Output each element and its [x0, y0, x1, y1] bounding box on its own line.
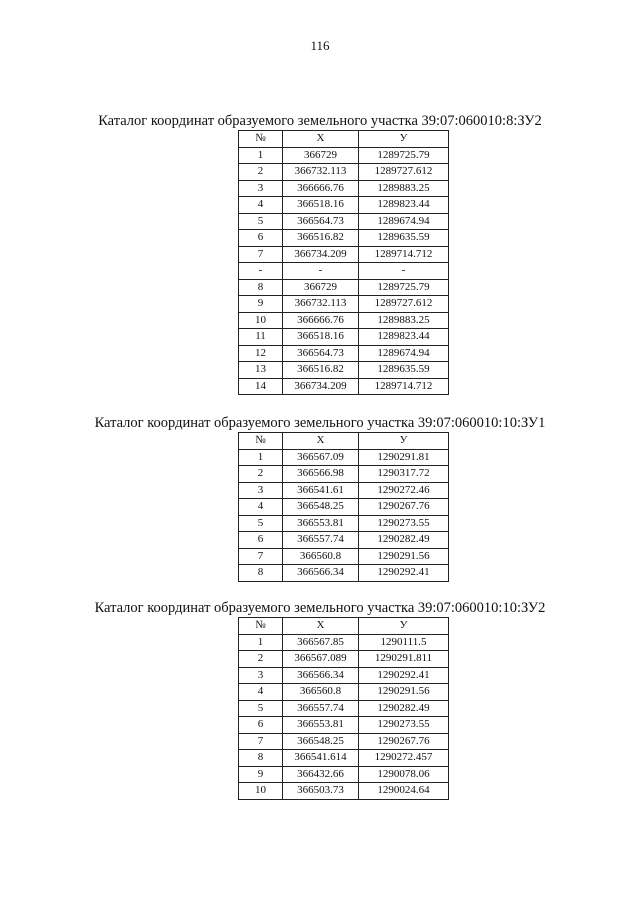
y-coordinate-cell: 1289727.612 [359, 296, 449, 313]
table-row [239, 378, 449, 395]
y-coordinate-cell: 1289883.25 [359, 180, 449, 197]
x-coordinate-cell: 366732.113 [283, 164, 359, 181]
table-row [239, 362, 449, 379]
point-number-cell: 1 [239, 449, 283, 466]
page-number: 116 [310, 38, 330, 53]
x-coordinate-cell: - [283, 263, 359, 280]
y-coordinate-cell: 1289725.79 [359, 147, 449, 164]
x-coordinate-cell: 366516.82 [283, 230, 359, 247]
point-number-cell: 8 [239, 279, 283, 296]
y-coordinate-cell: 1290267.76 [359, 733, 449, 750]
point-number-cell: 3 [239, 482, 283, 499]
y-coordinate-cell: 1289883.25 [359, 312, 449, 329]
point-number-cell: 1 [239, 634, 283, 651]
catalog-title: Каталог координат образуемого земельного участка 39:07:060010:10:ЗУ2 [94, 600, 546, 616]
x-coordinate-cell: 366567.85 [283, 634, 359, 651]
y-coordinate-cell: 1290317.72 [359, 466, 449, 483]
x-coordinate-cell: 366567.089 [283, 651, 359, 668]
coordinate-catalog [0, 600, 640, 800]
table-row [239, 345, 449, 362]
x-coordinate-cell: 366518.16 [283, 197, 359, 214]
table-row [239, 515, 449, 532]
x-coordinate-cell: 366553.81 [283, 717, 359, 734]
y-coordinate-cell: 1290291.811 [359, 651, 449, 668]
point-number-cell: 12 [239, 345, 283, 362]
x-coordinate-cell: 366566.98 [283, 466, 359, 483]
x-coordinate-cell: 366503.73 [283, 783, 359, 800]
y-coordinate-cell: 1290291.56 [359, 684, 449, 701]
table-row [239, 180, 449, 197]
table-row [239, 213, 449, 230]
point-number-cell: 1 [239, 147, 283, 164]
table-row [239, 634, 449, 651]
y-coordinate-cell: 1290292.41 [359, 565, 449, 582]
y-coordinate-cell: 1289823.44 [359, 197, 449, 214]
y-coordinate-cell: 1290282.49 [359, 532, 449, 549]
point-number-cell: 13 [239, 362, 283, 379]
y-coordinate-cell: 1289635.59 [359, 362, 449, 379]
table-row [239, 733, 449, 750]
table-header-row [239, 433, 449, 450]
y-coordinate-cell: 1289674.94 [359, 213, 449, 230]
y-coordinate-cell: 1290078.06 [359, 766, 449, 783]
y-coordinate-cell: 1290273.55 [359, 717, 449, 734]
point-number-cell: 8 [239, 750, 283, 767]
y-coordinate-cell: 1290272.457 [359, 750, 449, 767]
point-number-cell: 4 [239, 684, 283, 701]
column-header-x: X [283, 131, 359, 148]
table-row [239, 499, 449, 516]
table-row [239, 312, 449, 329]
y-coordinate-cell: 1289674.94 [359, 345, 449, 362]
x-coordinate-cell: 366553.81 [283, 515, 359, 532]
point-number-cell: 8 [239, 565, 283, 582]
catalog-title: Каталог координат образуемого земельного участка 39:07:060010:10:ЗУ1 [94, 415, 546, 431]
y-coordinate-cell: 1289714.712 [359, 246, 449, 263]
table-row [239, 329, 449, 346]
y-coordinate-cell: 1289714.712 [359, 378, 449, 395]
column-header-number: № [239, 433, 283, 450]
x-coordinate-cell: 366541.61 [283, 482, 359, 499]
coordinate-catalog [0, 415, 640, 582]
table-row [239, 197, 449, 214]
x-coordinate-cell: 366518.16 [283, 329, 359, 346]
coordinates-table [238, 130, 449, 395]
x-coordinate-cell: 366734.209 [283, 378, 359, 395]
table-row [239, 466, 449, 483]
table-row [239, 147, 449, 164]
x-coordinate-cell: 366564.73 [283, 345, 359, 362]
column-header-number: № [239, 618, 283, 635]
y-coordinate-cell: 1289725.79 [359, 279, 449, 296]
x-coordinate-cell: 366729 [283, 147, 359, 164]
y-coordinate-cell: 1290273.55 [359, 515, 449, 532]
y-coordinate-cell: 1289823.44 [359, 329, 449, 346]
y-coordinate-cell: 1290024.64 [359, 783, 449, 800]
x-coordinate-cell: 366567.09 [283, 449, 359, 466]
table-row [239, 279, 449, 296]
point-number-cell: 6 [239, 230, 283, 247]
table-row [239, 684, 449, 701]
table-row [239, 296, 449, 313]
point-number-cell: 6 [239, 532, 283, 549]
x-coordinate-cell: 366729 [283, 279, 359, 296]
point-number-cell: 14 [239, 378, 283, 395]
point-number-cell: 4 [239, 197, 283, 214]
x-coordinate-cell: 366666.76 [283, 312, 359, 329]
table-row [239, 667, 449, 684]
point-number-cell: 5 [239, 213, 283, 230]
table-row [239, 783, 449, 800]
column-header-y: У [359, 433, 449, 450]
x-coordinate-cell: 366564.73 [283, 213, 359, 230]
y-coordinate-cell: 1290291.81 [359, 449, 449, 466]
column-header-x: X [283, 618, 359, 635]
table-row [239, 164, 449, 181]
point-number-cell: 10 [239, 783, 283, 800]
point-number-cell: 2 [239, 164, 283, 181]
x-coordinate-cell: 366548.25 [283, 733, 359, 750]
x-coordinate-cell: 366560.8 [283, 548, 359, 565]
point-number-cell: 5 [239, 700, 283, 717]
column-header-y: У [359, 618, 449, 635]
y-coordinate-cell: 1290292.41 [359, 667, 449, 684]
table-row [239, 230, 449, 247]
table-row [239, 482, 449, 499]
x-coordinate-cell: 366548.25 [283, 499, 359, 516]
x-coordinate-cell: 366541.614 [283, 750, 359, 767]
x-coordinate-cell: 366732.113 [283, 296, 359, 313]
coordinates-table [238, 432, 449, 582]
point-number-cell: 10 [239, 312, 283, 329]
point-number-cell: 9 [239, 296, 283, 313]
point-number-cell: 3 [239, 667, 283, 684]
x-coordinate-cell: 366734.209 [283, 246, 359, 263]
x-coordinate-cell: 366516.82 [283, 362, 359, 379]
column-header-number: № [239, 131, 283, 148]
table-row [239, 700, 449, 717]
table-row [239, 717, 449, 734]
point-number-cell: 2 [239, 651, 283, 668]
point-number-cell: 2 [239, 466, 283, 483]
x-coordinate-cell: 366666.76 [283, 180, 359, 197]
coordinates-table [238, 617, 449, 800]
x-coordinate-cell: 366566.34 [283, 667, 359, 684]
table-row [239, 532, 449, 549]
column-header-x: X [283, 433, 359, 450]
table-row [239, 565, 449, 582]
point-number-cell: 5 [239, 515, 283, 532]
table-row [239, 263, 449, 280]
x-coordinate-cell: 366557.74 [283, 700, 359, 717]
y-coordinate-cell: 1290272.46 [359, 482, 449, 499]
point-number-cell: 9 [239, 766, 283, 783]
table-row [239, 651, 449, 668]
y-coordinate-cell: 1290282.49 [359, 700, 449, 717]
x-coordinate-cell: 366566.34 [283, 565, 359, 582]
point-number-cell: 7 [239, 733, 283, 750]
point-number-cell: 4 [239, 499, 283, 516]
table-row [239, 449, 449, 466]
table-row [239, 246, 449, 263]
point-number-cell: - [239, 263, 283, 280]
x-coordinate-cell: 366432.66 [283, 766, 359, 783]
y-coordinate-cell: 1290111.5 [359, 634, 449, 651]
table-row [239, 548, 449, 565]
table-row [239, 750, 449, 767]
coordinate-catalog [0, 113, 640, 395]
x-coordinate-cell: 366557.74 [283, 532, 359, 549]
catalog-title: Каталог координат образуемого земельного участка 39:07:060010:8:ЗУ2 [98, 113, 542, 129]
point-number-cell: 6 [239, 717, 283, 734]
y-coordinate-cell: 1290291.56 [359, 548, 449, 565]
x-coordinate-cell: 366560.8 [283, 684, 359, 701]
y-coordinate-cell: 1290267.76 [359, 499, 449, 516]
point-number-cell: 11 [239, 329, 283, 346]
y-coordinate-cell: - [359, 263, 449, 280]
column-header-y: У [359, 131, 449, 148]
y-coordinate-cell: 1289727.612 [359, 164, 449, 181]
point-number-cell: 3 [239, 180, 283, 197]
point-number-cell: 7 [239, 548, 283, 565]
table-header-row [239, 618, 449, 635]
point-number-cell: 7 [239, 246, 283, 263]
table-header-row [239, 131, 449, 148]
table-row [239, 766, 449, 783]
y-coordinate-cell: 1289635.59 [359, 230, 449, 247]
